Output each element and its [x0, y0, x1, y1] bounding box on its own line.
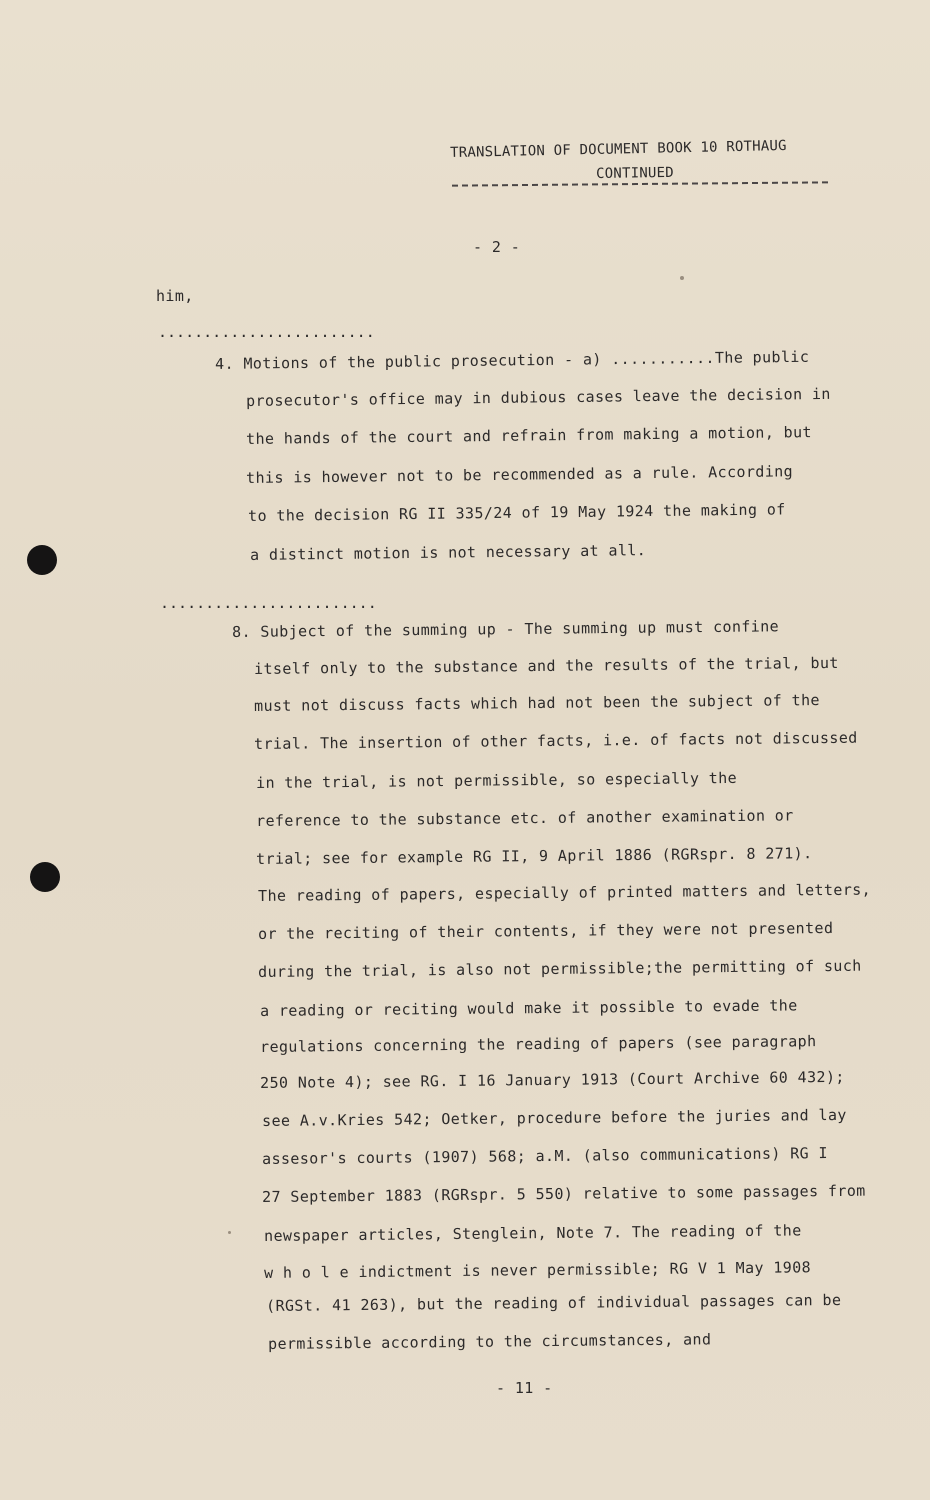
paragraph-8-line: 250 Note 4); see RG. I 16 January 1913 (Court Archive 60 432); — [260, 1067, 845, 1092]
separator-2: ........................ — [160, 594, 377, 612]
paragraph-8-line: a reading or reciting would make it possible to evade the — [260, 996, 798, 1020]
paragraph-8-line: assesor's courts (1907) 568; a.M. (also communications) RG I — [262, 1144, 829, 1168]
paragraph-8-line: during the trial, is also not permissible;the permitting of such — [258, 956, 862, 981]
paragraph-8-line: 27 September 1883 (RGRspr. 5 550) relative to some passages from — [262, 1181, 866, 1206]
paragraph-8-line: must not discuss facts which had not been the subject of the — [254, 691, 821, 715]
paragraph-8-line: 8. Subject of the summing up - The summing up must confine — [232, 617, 780, 641]
paragraph-8-line: The reading of papers, especially of printed matters and letters, — [258, 880, 872, 905]
intro-word: him, — [156, 287, 194, 305]
paragraph-8-line: or the reciting of their contents, if they were not presented — [258, 918, 834, 943]
paragraph-8-line: (RGSt. 41 263), but the reading of individual passages can be — [266, 1290, 842, 1315]
paragraph-8-line: itself only to the substance and the results of the trial, but — [254, 653, 839, 678]
paragraph-8-line: w h o l e indictment is never permissible; RG V 1 May 1908 — [264, 1258, 812, 1282]
punch-hole — [30, 862, 60, 892]
page-number: - 11 - — [496, 1379, 553, 1397]
paper-speck — [680, 276, 684, 280]
paragraph-8-line: newspaper articles, Stenglein, Note 7. The reading of the — [264, 1221, 802, 1245]
paragraph-8-line: regulations concerning the reading of papers (see paragraph — [260, 1032, 817, 1056]
paragraph-4-line: the hands of the court and refrain from making a motion, but — [246, 423, 813, 448]
paragraph-4-line: this is however not to be recommended as a rule. According — [246, 462, 794, 487]
punch-hole — [27, 545, 57, 575]
document-title: TRANSLATION OF DOCUMENT BOOK 10 ROTHAUG — [450, 137, 787, 161]
paragraph-8-line: reference to the substance etc. of another examination or — [256, 806, 794, 830]
paragraph-8-line: trial; see for example RG II, 9 April 1886 (RGRspr. 8 271). — [256, 844, 813, 868]
paper-speck — [228, 1231, 231, 1234]
separator-1: ........................ — [158, 323, 375, 341]
paragraph-8-line: see A.v.Kries 542; Oetker, procedure before the juries and lay — [262, 1105, 847, 1130]
header-rule — [452, 181, 828, 186]
document-subtitle: CONTINUED — [596, 164, 674, 182]
page-marker-top: - 2 - — [473, 238, 521, 256]
paragraph-4-line: a distinct motion is not necessary at all. — [250, 541, 647, 564]
paragraph-8-line: trial. The insertion of other facts, i.e. of facts not discussed — [254, 728, 858, 753]
paragraph-8-line: permissible according to the circumstances, and — [268, 1330, 712, 1353]
paragraph-4-line: to the decision RG II 335/24 of 19 May 1924 the making of — [248, 500, 786, 525]
paragraph-4-line: 4. Motions of the public prosecution - a) ...........The public — [215, 347, 810, 373]
paragraph-4-line: prosecutor's office may in dubious cases leave the decision in — [246, 384, 831, 410]
paragraph-8-line: in the trial, is not permissible, so especially the — [256, 768, 738, 792]
